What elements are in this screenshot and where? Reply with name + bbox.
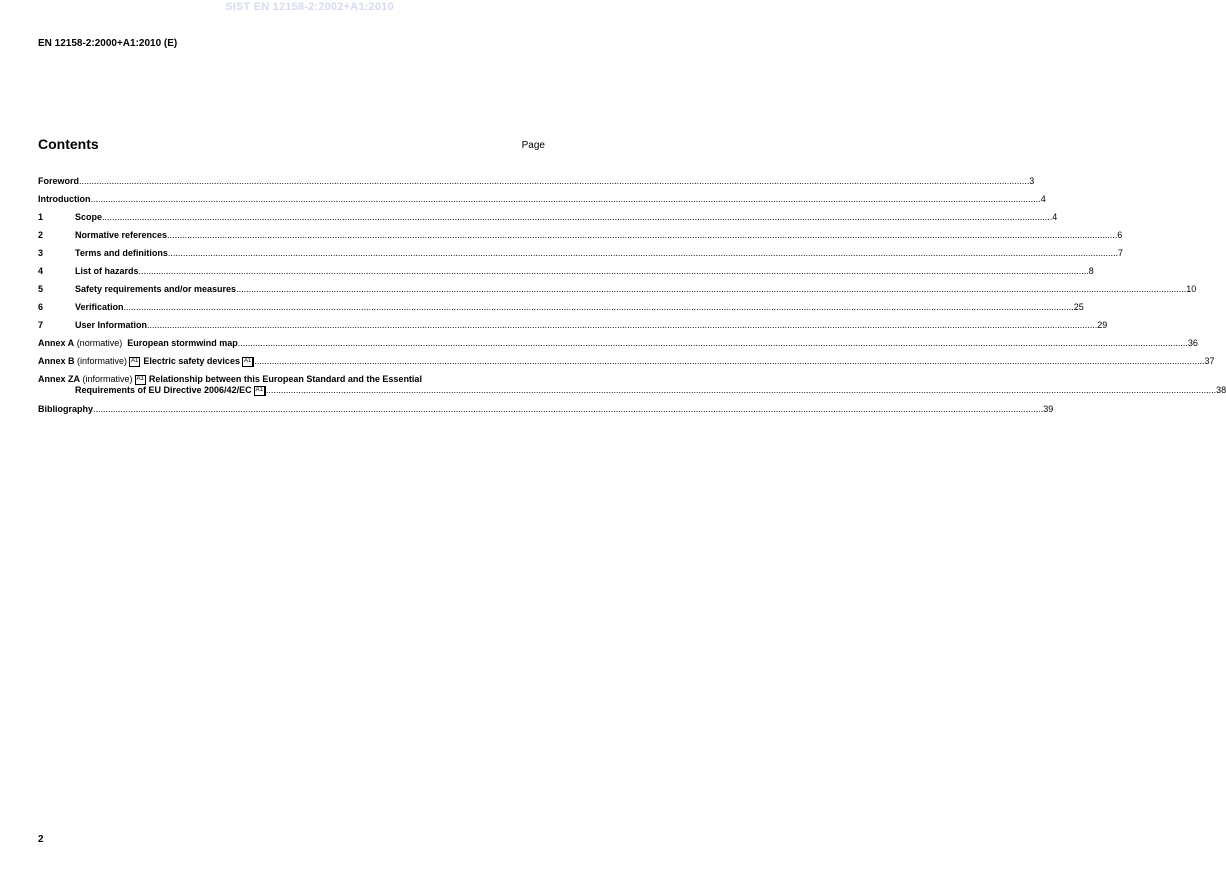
dot-leader — [266, 385, 1216, 396]
toc-entry-page: 10 — [1186, 284, 1197, 294]
toc-entry-title: User Information — [75, 320, 148, 330]
toc-entry-annex-a[interactable] — [38, 338, 1198, 356]
dot-leader — [102, 212, 1052, 223]
toc-entry-title-line2 — [75, 385, 266, 396]
toc-entry-page: 36 — [1187, 338, 1198, 348]
watermark: SIST EN 12158-2:2002+A1:2010 — [225, 1, 394, 13]
dot-leader — [91, 194, 1041, 205]
toc-entry-page: 39 — [1043, 404, 1054, 414]
toc-clause-number: 5 — [38, 284, 44, 294]
toc-entry-page: 37 — [1204, 356, 1215, 366]
toc-entry-title: European stormwind map — [127, 338, 238, 348]
toc-entry-clause-4[interactable] — [38, 266, 1094, 284]
toc-entry-title: Terms and definitions — [75, 248, 168, 258]
toc-entry-page: 25 — [1073, 302, 1084, 312]
toc-entry-clause-6[interactable] — [38, 302, 1084, 320]
amendment-start-marker-icon: A1 — [129, 357, 140, 367]
amendment-end-marker-icon: A1 — [242, 357, 254, 367]
dot-leader — [139, 266, 1089, 277]
toc-entry-clause-1[interactable] — [38, 212, 1058, 230]
table-of-contents — [38, 176, 1226, 422]
dot-leader — [147, 320, 1097, 331]
annex-type-note: (informative) — [77, 356, 128, 366]
toc-entry-page: 4 — [1040, 194, 1046, 204]
dot-leader — [238, 338, 1188, 349]
dot-leader — [79, 176, 1029, 187]
toc-entry-introduction[interactable] — [38, 194, 1046, 212]
annex-prefix: Annex ZA — [38, 374, 81, 384]
annex-prefix: Annex A — [38, 338, 75, 348]
toc-entry-page: 6 — [1117, 230, 1123, 240]
toc-clause-number: 7 — [38, 320, 44, 330]
toc-entry-clause-3[interactable] — [38, 248, 1124, 266]
toc-entry-title: Verification — [75, 302, 124, 312]
dot-leader — [167, 230, 1117, 241]
toc-entry-annex-za[interactable] — [38, 374, 1226, 404]
toc-entry-title: Introduction — [38, 194, 91, 204]
toc-entry-title: Normative references — [75, 230, 168, 240]
toc-entry-page: 4 — [1052, 212, 1058, 222]
page-column-label: Page — [521, 140, 545, 151]
toc-entry-title: List of hazards — [75, 266, 139, 276]
annex-type-note: (informative) — [82, 374, 133, 384]
contents-title: Contents — [38, 136, 99, 152]
toc-entry-page: 7 — [1118, 248, 1124, 258]
toc-clause-number: 6 — [38, 302, 44, 312]
document-id-header: EN 12158-2:2000+A1:2010 (E) — [38, 38, 178, 49]
toc-entry-page: 8 — [1088, 266, 1094, 276]
toc-entry-clause-2[interactable] — [38, 230, 1123, 248]
toc-entry-foreword[interactable] — [38, 176, 1035, 194]
title-line2-text: Requirements of EU Directive 2006/42/EC — [75, 385, 252, 395]
toc-clause-number: 2 — [38, 230, 44, 240]
toc-clause-number: 4 — [38, 266, 44, 276]
annex-prefix: Annex B — [38, 356, 75, 366]
toc-annex-multiline — [38, 374, 1226, 396]
toc-entry-clause-7[interactable] — [38, 320, 1108, 338]
toc-annex-heading — [38, 338, 238, 349]
toc-entry-title: Bibliography — [38, 404, 94, 414]
toc-clause-number: 1 — [38, 212, 44, 222]
toc-annex-heading — [38, 356, 254, 367]
toc-entry-title-line1: Relationship between this European Standard and the Essential — [148, 374, 422, 384]
toc-entry-clause-5[interactable] — [38, 284, 1197, 302]
dot-leader — [124, 302, 1074, 313]
amendment-end-marker-icon: A1 — [254, 386, 266, 396]
dot-leader — [236, 284, 1186, 295]
toc-clause-number: 3 — [38, 248, 44, 258]
toc-entry-title: Foreword — [38, 176, 80, 186]
toc-annex-continuation — [38, 385, 1226, 396]
toc-entry-page: 38 — [1216, 385, 1226, 395]
dot-leader — [93, 404, 1043, 415]
toc-entry-title: Electric safety devices — [143, 356, 240, 366]
toc-entry-title: Scope — [75, 212, 103, 222]
toc-entry-bibliography[interactable] — [38, 404, 1054, 422]
toc-entry-title: Safety requirements and/or measures — [75, 284, 237, 294]
dot-leader — [168, 248, 1118, 259]
toc-entry-annex-b[interactable] — [38, 356, 1215, 374]
toc-entry-page: 3 — [1029, 176, 1035, 186]
page-number: 2 — [38, 834, 44, 845]
amendment-start-marker-icon: A1 — [135, 375, 146, 385]
toc-entry-page: 29 — [1097, 320, 1108, 330]
toc-annex-heading — [38, 374, 1226, 385]
dot-leader — [254, 356, 1204, 367]
annex-type-note: (normative) — [76, 338, 123, 348]
